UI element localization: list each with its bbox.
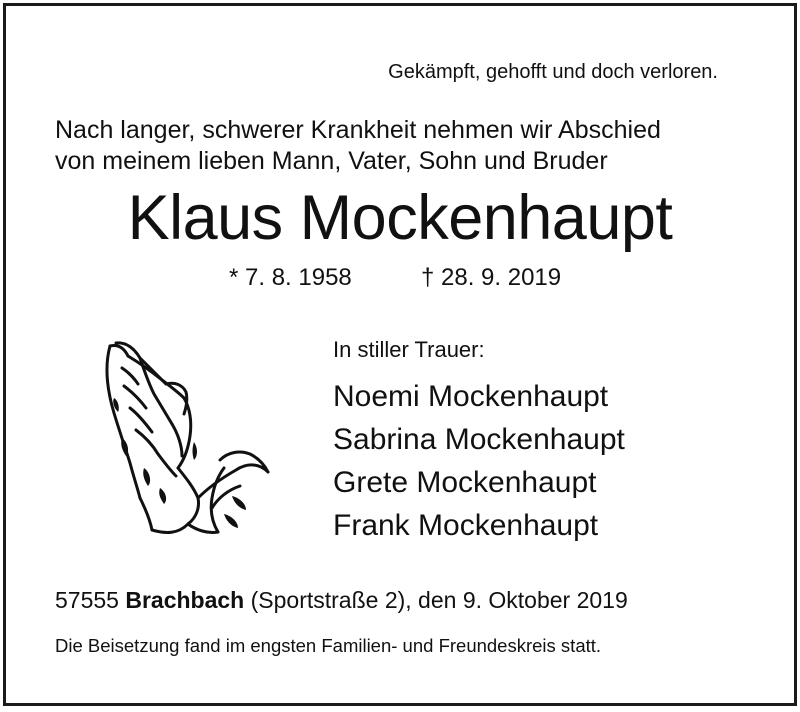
mourner-name: Sabrina Mockenhaupt — [333, 423, 625, 456]
town-name: Brachbach — [125, 587, 245, 613]
mourner-name: Grete Mockenhaupt — [333, 466, 597, 499]
address-line — [55, 589, 628, 612]
burial-note: Die Beisetzung fand im engsten Familien- und Freundeskreis statt. — [55, 635, 602, 656]
address-rest: (Sportstraße 2), den 9. Oktober 2019 — [250, 587, 628, 613]
mourner-name: Noemi Mockenhaupt — [333, 380, 609, 413]
obituary-notice — [3, 3, 797, 706]
mourners-list — [333, 375, 625, 547]
birth-date: * 7. 8. 1958 — [229, 264, 352, 291]
intro-text — [55, 115, 661, 177]
praying-hands-icon — [100, 338, 272, 536]
mourning-label: In stiller Trauer: — [333, 337, 485, 362]
death-date: † 28. 9. 2019 — [421, 264, 562, 291]
motto: Gekämpft, gehofft und doch verloren. — [388, 61, 718, 83]
deceased-name: Klaus Mockenhaupt — [127, 183, 673, 253]
intro-line-2: von meinem lieben Mann, Vater, Sohn und Bruder — [55, 147, 608, 175]
intro-line-1: Nach langer, schwerer Krankheit nehmen wir Abschied — [55, 116, 661, 144]
postal-code: 57555 — [55, 587, 119, 613]
mourner-name: Frank Mockenhaupt — [333, 509, 599, 542]
